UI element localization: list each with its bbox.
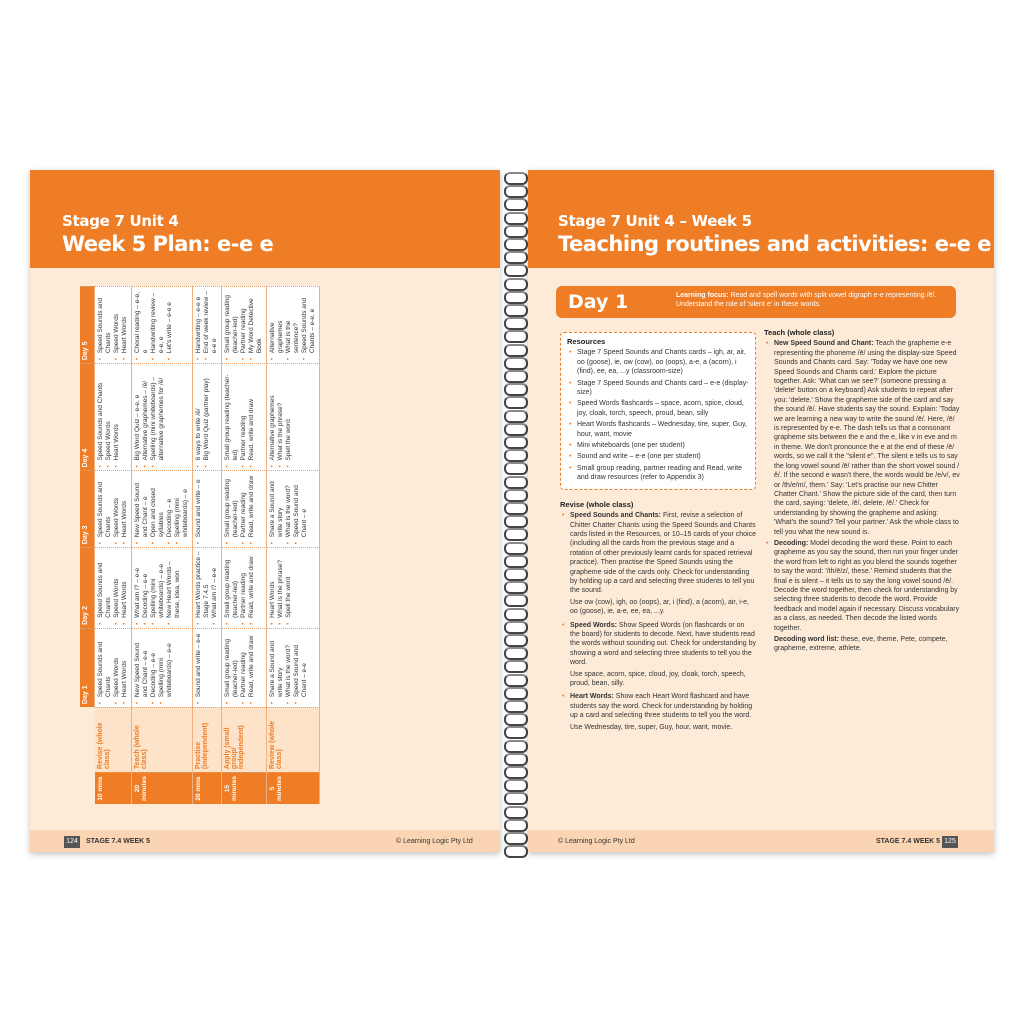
binding-ring (504, 476, 528, 489)
plan-row-label: Apply (small group/ independent) (222, 707, 267, 772)
plan-cell (132, 470, 193, 547)
plan-cell-item: • Speed Sounds and Chants (97, 632, 113, 697)
resource-item: • Small group reading, partner reading and Read, write and draw resources (refer to Appendix 3) (577, 464, 749, 483)
binding-ring (504, 555, 528, 568)
resource-item: • Speed Words flashcards – space, acorn, spice, cloud, joy, cloak, torch, speech, proud, bean, silly (577, 399, 749, 418)
activity-item (570, 692, 756, 732)
plan-cell (193, 470, 222, 547)
binding-ring (504, 594, 528, 607)
plan-cell (132, 286, 193, 363)
plan-cell-item: • Handwriting – e-e e (195, 290, 203, 353)
plan-cell (132, 628, 193, 707)
binding-ring (504, 621, 528, 634)
left-footer-stage: STAGE 7.4 WEEK 5 (86, 838, 151, 845)
plan-cell-item: • Open and closed syllables (150, 474, 166, 537)
plan-cell-item: • What is the sentence? (285, 290, 301, 353)
plan-cell-item: • Let's write – e-e e (166, 290, 174, 353)
plan-cell-item: • Spell the word (285, 551, 293, 618)
plan-cell-item: • Decoding – e-e (142, 551, 150, 618)
binding-ring (504, 766, 528, 779)
plan-cell-item: • Speed Sounds and Chants (97, 367, 105, 460)
plan-cell-item: • Partner reading (240, 290, 248, 353)
binding-ring (504, 647, 528, 660)
plan-cell-item: • New Heart Words – these, idea, won (166, 551, 182, 618)
plan-cell (95, 363, 132, 470)
right-page (528, 170, 994, 852)
plan-day-header: Day 3 (80, 470, 95, 547)
activity-use-list: Use ow (cow), igh, oo (oops), ar, i (find), a (acorn), air, i-e, oo (goose), ie, a-e, ee, ea, ...y. (570, 598, 749, 616)
learning-focus-text: Read and spell words with split vowel digraph e-e representing /ē/. Understand the role of 'silent e' in these words. (676, 292, 937, 308)
plan-cell-item: • Small group reading (teacher-led) (224, 367, 240, 460)
day-banner (556, 286, 956, 318)
plan-cell-item: • Speed Words (113, 474, 121, 537)
plan-cell-item: • Read, write and draw (248, 474, 256, 537)
plan-cell-item: • Small group reading (teacher-led) (224, 290, 240, 353)
left-header-band (30, 170, 500, 268)
plan-cell-item: • What is the phrase? (277, 367, 285, 460)
plan-cell-item: • New Speed Sound and Chant – e (134, 474, 150, 537)
plan-day-header: Day 5 (80, 286, 95, 363)
plan-cell-item: • What am I? – e-e (134, 551, 142, 618)
plan-cell (193, 363, 222, 470)
plan-cell (267, 470, 320, 547)
plan-header-blank (80, 772, 95, 804)
binding-ring (504, 291, 528, 304)
activity-heading: Speed Words: (570, 621, 617, 629)
plan-row-minutes: 20 minutes (132, 772, 193, 804)
plan-cell-item: • Spelling (mini whiteboards) – e-e (150, 551, 166, 618)
activity-use (774, 635, 960, 654)
plan-cell-item: • Heart Words (121, 632, 129, 697)
plan-cell (95, 628, 132, 707)
plan-cell-item: • Speed Sound and Chant – e-e (293, 632, 309, 697)
left-title: Week 5 Plan: e-e e (62, 232, 274, 256)
binding-ring (504, 581, 528, 594)
plan-cell-item: • End of week review – e-e e (203, 290, 219, 353)
right-subtitle: Stage 7 Unit 4 – Week 5 (558, 212, 752, 230)
plan-cell-item: • Small group reading (teacher-led) (224, 474, 240, 537)
binding-ring (504, 634, 528, 647)
spiral-binding (501, 168, 527, 858)
binding-ring (504, 357, 528, 370)
activity-use-list: Use Wednesday, tire, super, Guy, hour, want, movie. (570, 723, 733, 731)
plan-cell (267, 547, 320, 628)
plan-cell-item: • Spelling (mini whiteboards) – alternative graphemes for /ē/ (150, 367, 166, 460)
plan-row-label: Practise (independent) (193, 707, 222, 772)
activity-heading: Decoding: (774, 539, 809, 547)
binding-ring (504, 515, 528, 528)
binding-ring (504, 185, 528, 198)
plan-cell-item: • Alternative graphemes – /ē/ (142, 367, 150, 460)
plan-cell-item: • Handwriting review – e-e, e (150, 290, 166, 353)
plan-row (193, 286, 222, 804)
resource-item: • Stage 7 Speed Sounds and Chants cards – igh, ar, air, oo (goose), ie, ow (cow), oo (oops), a-e, a (acorn), i (find), ee, ea, ...y (classroom-size) (577, 348, 749, 376)
plan-cell-item: • Spell the word (285, 367, 293, 460)
binding-ring (504, 198, 528, 211)
plan-cell-item: • Decoding – e (166, 474, 174, 537)
plan-cell-item: • Speed Words (113, 290, 121, 353)
plan-cell (95, 547, 132, 628)
activity-use-list: these, eve, theme, Pete, compete, grapheme, extreme, athlete. (774, 636, 948, 653)
plan-cell-item: • Read, write and draw (248, 632, 256, 697)
activity-use-list: Use space, acorn, spice, cloud, joy, cloak, torch, speech, proud, bean, silly. (570, 670, 746, 687)
plan-cell-item: • What is the word? (285, 474, 293, 537)
plan-cell (267, 286, 320, 363)
week-plan-table (80, 286, 320, 804)
binding-ring (504, 528, 528, 541)
plan-cell-item: • Speed Sounds and Chants (97, 290, 113, 353)
binding-ring (504, 238, 528, 251)
binding-ring (504, 806, 528, 819)
resource-item: • Stage 7 Speed Sounds and Chants card – e-e (display-size) (577, 379, 749, 398)
binding-ring (504, 674, 528, 687)
plan-cell (193, 628, 222, 707)
binding-ring (504, 449, 528, 462)
plan-cell-item: • Big Word Quiz (partner play) (203, 367, 211, 460)
activity-use (570, 598, 756, 617)
binding-ring (504, 383, 528, 396)
binding-ring (504, 304, 528, 317)
plan-row-label: Revise (whole class) (95, 707, 132, 772)
plan-cell-item: • Spelling (mini whiteboards) – e (174, 474, 190, 537)
plan-cell-item: • Speed Sounds and Chants (97, 551, 113, 618)
plan-cell (267, 628, 320, 707)
resource-item: • Sound and write – e-e (one per student) (577, 452, 749, 461)
binding-ring (504, 819, 528, 832)
plan-cell-item: • Heart Words practice – Stage 7.4.5 (195, 551, 211, 618)
right-footer-stage: STAGE 7.4 WEEK 5 (876, 838, 941, 845)
plan-cell (222, 363, 267, 470)
plan-cell-item: • Speed Words (113, 551, 121, 618)
left-footer-copyright: © Learning Logic Pty Ltd (396, 838, 473, 845)
binding-ring (504, 753, 528, 766)
plan-row (132, 286, 193, 804)
day-label: Day 1 (568, 291, 629, 313)
left-page-number: 124 (64, 836, 80, 848)
plan-cell-item: • Read, write and draw (248, 367, 256, 460)
right-right-column (764, 328, 960, 658)
plan-cell-item: • Decoding – e-e (150, 632, 158, 697)
binding-ring (504, 225, 528, 238)
plan-cell (132, 363, 193, 470)
plan-cell-item: • My Word Detective Book (248, 290, 264, 353)
plan-cell-item: • Heart Words (269, 551, 277, 618)
binding-ring (504, 317, 528, 330)
plan-cell-item: • Partner reading (240, 551, 248, 618)
plan-row-label: Teach (whole class) (132, 707, 193, 772)
binding-ring (504, 423, 528, 436)
binding-ring (504, 687, 528, 700)
plan-cell-item: • Speed Sound and Chant – e (293, 474, 309, 537)
binding-ring (504, 489, 528, 502)
binding-ring (504, 792, 528, 805)
binding-ring (504, 264, 528, 277)
activity-text: Show Speed Words (on flashcards or on the board) for students to decode. Next, have students read the words without sounding out. Check for understanding by showing a word and selecting three students to tell you the word. (570, 621, 757, 667)
plan-cell (193, 286, 222, 363)
right-page-number: 125 (942, 836, 958, 848)
binding-ring (504, 542, 528, 555)
plan-cell (132, 547, 193, 628)
plan-day-header: Day 2 (80, 547, 95, 628)
binding-ring (504, 700, 528, 713)
right-footer-copyright: © Learning Logic Pty Ltd (558, 838, 635, 845)
plan-cell-item: • Spelling (mini whiteboards) – e-e (158, 632, 174, 697)
resources-list (567, 348, 749, 482)
activity-text: Show each Heart Word flashcard and have students say the word. Check for understanding by holding up a card and selecting three students to tell you the word. (570, 693, 753, 720)
plan-cell-item: • Partner reading (240, 367, 248, 460)
learning-focus (676, 291, 946, 309)
activity-text: First, revise a selection of Chitter Chatter Chants using the Speed Sounds and Chants cards listed in the Resources, or 10–15 cards of your choice (including all the cards from the previous stage and a rotation of other previously learnt cards for spaced retrieval practice). Then practise the Speed Sounds using the grapheme side of the cards only. Check for understanding by holding up a card and selecting three students to tell you the sound. (570, 512, 756, 595)
activity-item (774, 539, 960, 654)
plan-cell-item: • What am I? – e-e (211, 551, 219, 618)
plan-day-header: Day 1 (80, 628, 95, 707)
plan-cell (95, 286, 132, 363)
binding-ring (504, 251, 528, 264)
resources-title: Resources (567, 337, 606, 346)
binding-ring (504, 713, 528, 726)
activity-use (570, 670, 756, 689)
right-title: Teaching routines and activities: e-e e (558, 232, 991, 256)
plan-cell-item: • Speed Words (113, 632, 121, 697)
binding-ring (504, 278, 528, 291)
binding-ring (504, 740, 528, 753)
plan-header-blank (80, 707, 95, 772)
plan-cell (267, 363, 320, 470)
week-plan-area (80, 286, 362, 804)
plan-cell-item: • Small group reading (teacher-led) (224, 551, 240, 618)
plan-row (95, 286, 132, 804)
plan-row (222, 286, 267, 804)
activity-heading: Speed Sounds and Chants: (570, 512, 662, 520)
plan-cell (222, 628, 267, 707)
plan-cell-item: • Alternative graphemes (269, 290, 285, 353)
plan-cell (222, 286, 267, 363)
activity-text: Model decoding the word these. Point to each grapheme as you say the sound, then run your finger under the word from left to right as you blend the sounds together to say the word: '/th/ē/z/, these.' Remind students that the final e is silent – it tells us to say the long vowel sound /ē/. Decode the word together, then check for understanding by selecting three students to decode the word. Provide feedback and model again if necessary. Discuss vocabulary as a class, as needed. Then decode the listed words together. (774, 539, 960, 632)
binding-ring (504, 212, 528, 225)
plan-row-label: Review (whole class) (267, 707, 320, 772)
right-footer (528, 830, 994, 852)
learning-focus-label: Learning focus: (676, 292, 729, 299)
plan-row-minutes: 15 minutes (222, 772, 267, 804)
activity-item (774, 339, 960, 537)
plan-row-minutes: 5 minutes (267, 772, 320, 804)
plan-cell-item: • Heart Words (113, 367, 121, 460)
binding-ring (504, 608, 528, 621)
right-header-band (528, 170, 994, 268)
right-left-column (560, 332, 756, 736)
revise-list (560, 511, 756, 732)
resources-box (560, 332, 756, 490)
plan-cell-item: • Heart Words (121, 551, 129, 618)
plan-cell (222, 470, 267, 547)
binding-ring (504, 462, 528, 475)
teach-title: Teach (whole class) (764, 328, 835, 337)
binding-ring (504, 172, 528, 185)
plan-cell-item: • Speed Sounds and Chants (97, 474, 113, 537)
plan-cell-item: • Small group reading (teacher-led) (224, 632, 240, 697)
binding-ring (504, 779, 528, 792)
binding-ring (504, 436, 528, 449)
left-footer (30, 830, 500, 852)
plan-cell (222, 547, 267, 628)
plan-cell-item: • Sound and write – e-e (195, 632, 203, 697)
plan-cell (95, 470, 132, 547)
activity-heading: New Speed Sound and Chant: (774, 340, 874, 348)
activity-item (570, 511, 756, 616)
binding-ring (504, 832, 528, 845)
plan-cell-item: • Big Word Quiz – e-e, e (134, 367, 142, 460)
binding-ring (504, 568, 528, 581)
activity-heading: Heart Words: (570, 693, 614, 701)
binding-ring (504, 845, 528, 858)
plan-cell-item: • Speed Words (105, 367, 113, 460)
plan-cell-item: • What is the phrase? (277, 551, 285, 618)
binding-ring (504, 410, 528, 423)
binding-ring (504, 344, 528, 357)
binding-ring (504, 660, 528, 673)
plan-row (267, 286, 320, 804)
plan-cell-item: • Speed Sounds and Chants – e-e, e (301, 290, 317, 353)
plan-row-minutes: 20 mins (193, 772, 222, 804)
resource-item: • Heart Words flashcards – Wednesday, tire, super, Guy, hour, want, movie (577, 420, 749, 439)
plan-cell (193, 547, 222, 628)
plan-cell-item: • Choral reading – e-e, e (134, 290, 150, 353)
plan-cell-item: • 6 ways to write /ē/ (195, 367, 203, 460)
revise-title: Revise (whole class) (560, 499, 634, 509)
plan-day-header: Day 4 (80, 363, 95, 470)
activity-text: Teach the grapheme e-e representing the phoneme /ē/ using the display-size Speed Sounds and Chants card. Say: 'Today we have one new Speed Sounds and Chants card.' Explore the picture together. Ask: 'What can we see?' (someone pressing a 'delete' button on a keyboard) Ask students to repeat after you: 'delete.' Show the grapheme side of the card and say the sound /ē/. Have students say the sound. Explain: 'Today we are learning a new way to write the sound /ē/. Here, /ē/ is represented by e-e. The dash tells us that a consonant grapheme sits between the e and the e, like v in eve and m in theme. We don't pronounce the e at the end of these /ē/ words, so we call it the "silent e". The silent e tells us to say the long vowel sound /ē/ rather than the short vowel sound /ĕ/. If the second e wasn't there, the words would be /e/v/, ev or /th/e/m/, them.' Say: 'Let's practise our new Chitter Chatter Chant.' Show the picture side of the card, then turn the card, saying: 'delete, /ē/, delete, /ē/.' Check for understanding by showing the grapheme and asking: 'What's the sound? Tell your partner.' Ask the whole class to tell you what the new sound is. (774, 340, 960, 536)
plan-cell-item: • Partner reading (240, 474, 248, 537)
plan-cell-item: • Heart Words (121, 290, 129, 353)
activity-item (570, 621, 756, 689)
activity-use-label: Decoding word list: (774, 636, 841, 643)
binding-ring (504, 330, 528, 343)
plan-cell-item: • What is the word? (285, 632, 293, 697)
activity-use (570, 723, 756, 732)
binding-ring (504, 726, 528, 739)
plan-cell-item: • Heart Words (121, 474, 129, 537)
plan-row-minutes: 10 mins (95, 772, 132, 804)
binding-ring (504, 502, 528, 515)
plan-cell-item: • Share a Sound and write story (269, 632, 285, 697)
binding-ring (504, 396, 528, 409)
plan-cell-item: • Partner reading (240, 632, 248, 697)
binding-ring (504, 370, 528, 383)
plan-header-row (80, 286, 95, 804)
left-subtitle: Stage 7 Unit 4 (62, 212, 179, 230)
teach-list (764, 339, 960, 653)
plan-cell-item: • Read, write and draw (248, 551, 256, 618)
plan-cell-item: • New Speed Sound and Chant – e-e (134, 632, 150, 697)
plan-cell-item: • Alternative graphemes (269, 367, 277, 460)
plan-cell-item: • Sound and write – e (195, 474, 203, 537)
resource-item: • Mini whiteboards (one per student) (577, 441, 749, 450)
plan-cell-item: • Share a Sound and write story (269, 474, 285, 537)
